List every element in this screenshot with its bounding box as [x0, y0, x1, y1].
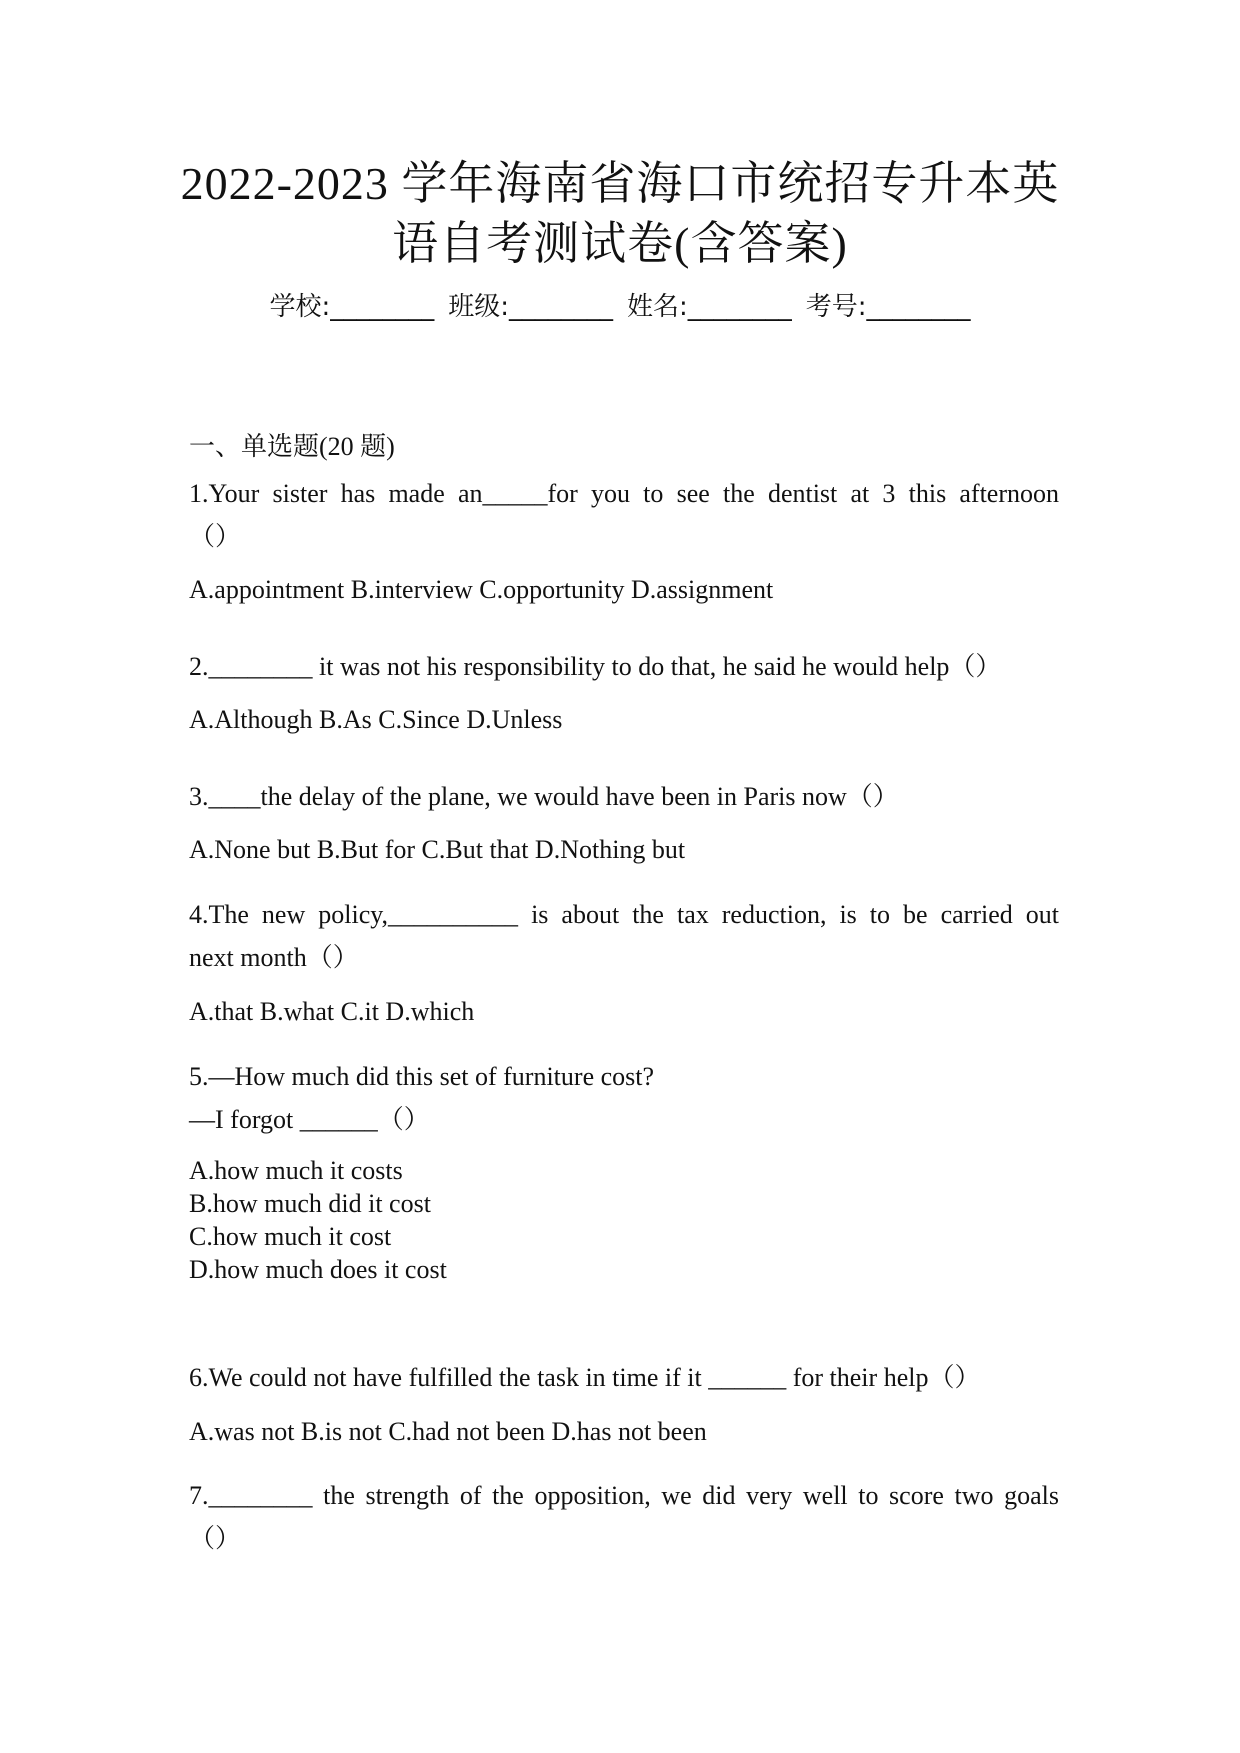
student-info-row: [0, 290, 1240, 324]
school-field: 学校:________: [269, 292, 435, 322]
question-7: [189, 1474, 1059, 1560]
question-2-text: 2.________ it was not his responsibility to do that, he said he would help（）: [189, 652, 1002, 681]
question-1-options: A.appointment B.interview C.opportunity D.assignment: [189, 575, 774, 604]
question-4-text: 4.The new policy,__________ is about the tax reduction, is to be carried out: [189, 900, 1059, 929]
question-5-option-c: C.how much it cost: [189, 1222, 392, 1251]
question-7-text-cont: （）: [189, 1524, 242, 1553]
question-7-text: 7.________ the strength of the opposition, we did very well to score two goals: [189, 1481, 1059, 1510]
question-2-options: A.Although B.As C.Since D.Unless: [189, 705, 563, 734]
name-field: 姓名:________: [627, 292, 792, 322]
question-6-options: A.was not B.is not C.had not been D.has not been: [189, 1417, 707, 1446]
document-title: [150, 154, 1090, 274]
title-line-2: 语自考测试卷(含答案): [392, 218, 848, 269]
question-1: [189, 472, 1059, 558]
class-field: 班级:________: [448, 292, 613, 322]
question-3-options: A.None but B.But for C.But that D.Nothing but: [189, 835, 686, 864]
question-1-text: 1.Your sister has made an_____for you to see the dentist at 3 this afternoon: [189, 479, 1059, 508]
question-5-option-a: A.how much it costs: [189, 1156, 403, 1185]
question-4: [189, 893, 1059, 979]
question-6-text: 6.We could not have fulfilled the task in time if it ______ for their help（）: [189, 1363, 981, 1392]
section-heading: 一、单选题(20 题): [189, 432, 395, 461]
question-5-option-b: B.how much did it cost: [189, 1189, 431, 1218]
question-4-options: A.that B.what C.it D.which: [189, 997, 475, 1026]
title-line-1: 2022-2023 学年海南省海口市统招专升本英: [180, 158, 1060, 209]
question-5-text-cont: —I forgot ______（）: [189, 1105, 430, 1134]
question-5-options: [189, 1154, 1059, 1286]
question-5: [189, 1055, 1059, 1141]
question-4-text-cont: next month（）: [189, 943, 359, 972]
number-field: 考号:________: [805, 292, 971, 322]
question-5-text: 5.—How much did this set of furniture cost?: [189, 1062, 655, 1091]
question-3-text: 3.____the delay of the plane, we would have been in Paris now（）: [189, 782, 899, 811]
question-1-text-cont: （）: [189, 522, 242, 551]
question-5-option-d: D.how much does it cost: [189, 1255, 447, 1284]
